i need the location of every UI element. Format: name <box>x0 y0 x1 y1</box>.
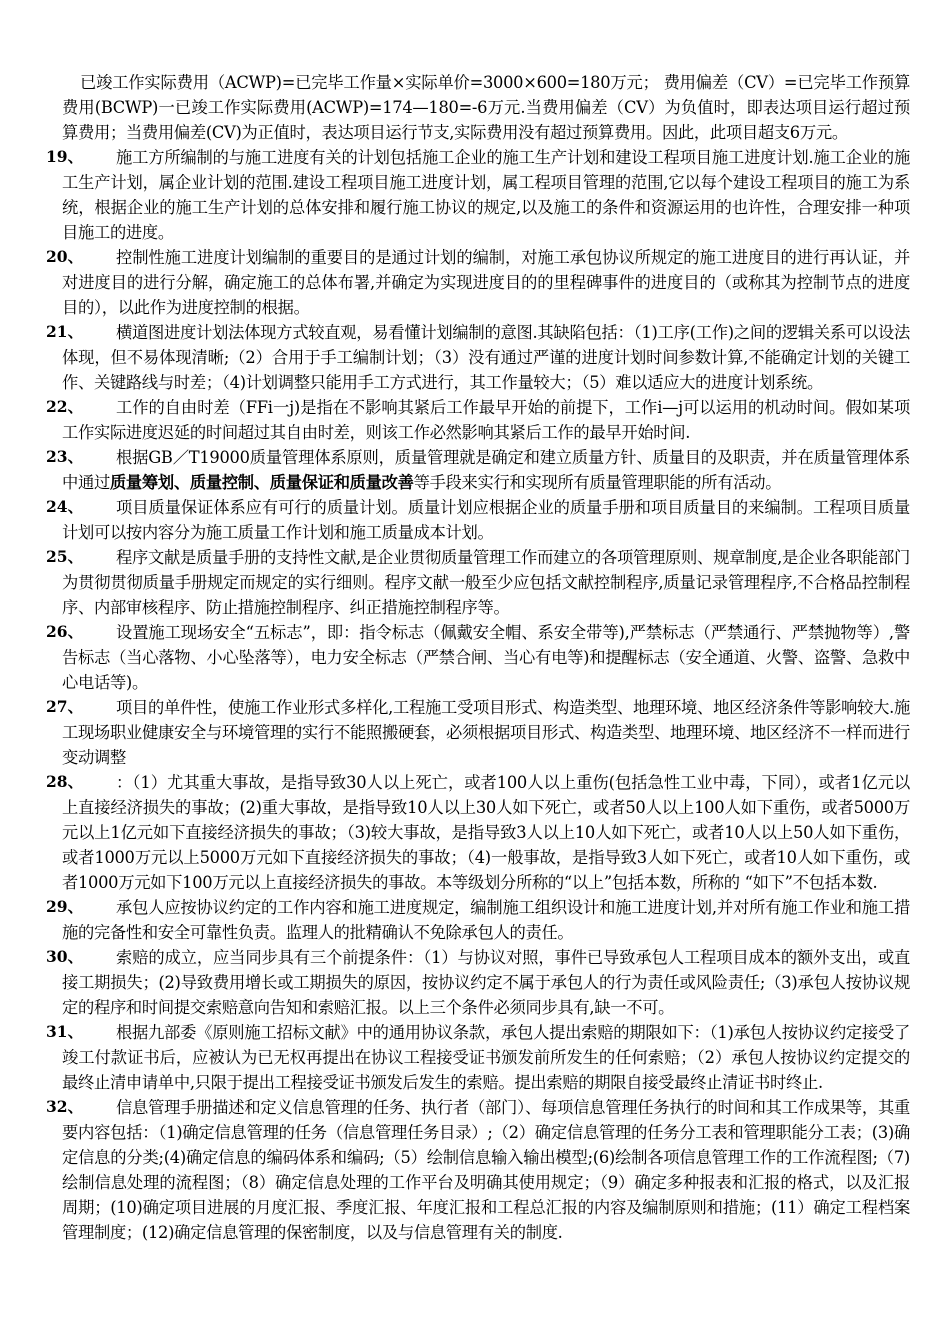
item-text: 项目的单件性，使施工作业形式多样化,工程施工受项目形式、构造类型、地理环境、地区经济条件等影响较大.施工现场职业健康安全与环境管理的实行不能照搬硬套，必须根据项目形式、构造类型、地理环境、地区经济不一样而进行变动调整 <box>62 698 910 767</box>
item-text: 根据九部委《原则施工招标文献》中的通用协议条款，承包人提出索赔的期限如下：（1)承包人按协议约定接受了竣工付款证书后，应被认为已无权再提出在协议工程接受证书颁发前所发生的任何索赔；（2）承包人按协议约定提交的最终止清申请单中,只限于提出工程接受证书颁发后发生的索赔。提出索赔的期限自接受最终止清证书时终止. <box>62 1023 910 1092</box>
item-text-before: 根据GB／T19000质量管理体系原则，质量管理就是确定和建立质量方针、质量目的及职责，并在质量管理体系中通过 <box>62 448 910 492</box>
item-text: 横道图进度计划法体现方式较直观，易看懂计划编制的意图.其缺陷包括：（1)工序(工作)之间的逻辑关系可以设法体现，但不易体现清晰;（2）合用于手工编制计划；（3）没有通过严谨的进度计划时间参数计算,不能确定计划的关键工作、关键路线与时差；（4)计划调整只能用手工方式进行，其工作量较大；（5）难以适应大的进度计划系统。 <box>62 323 910 392</box>
item-number: 22、 <box>46 397 84 416</box>
item-number: 28、 <box>46 772 84 791</box>
list-item-23 <box>46 445 910 495</box>
list-item-22 <box>46 395 910 445</box>
item-number: 21、 <box>46 322 84 341</box>
list-item-26 <box>46 620 910 695</box>
item-text: 施工方所编制的与施工进度有关的计划包括施工企业的施工生产计划和建设工程项目施工进度计划.施工企业的施工生产计划，属企业计划的范围.建设工程项目施工进度计划，属工程项目管理的范围,它以每个建设工程项目的施工为系统，根据企业的施工生产计划的总体安排和履行施工协议的规定,以及施工的条件和资源运用的也许性，合理安排一种项目施工的进度。 <box>62 148 910 242</box>
item-text: 控制性施工进度计划编制的重要目的是通过计划的编制，对施工承包协议所规定的施工进度目的进行再认证，并对进度目的进行分解，确定施工的总体布署,并确定为实现进度目的的里程碑事件的进度目的（或称其为控制节点的进度目的），以此作为进度控制的根据。 <box>62 248 910 317</box>
item-text: 索赔的成立，应当同步具有三个前提条件：（1）与协议对照，事件已导致承包人工程项目成本的额外支出，或直接工期损失；(2)导致费用增长或工期损失的原因，按协议约定不属于承包人的行为责任或风险责任;（3)承包人按协议规定的程序和时间提交索赔意向告知和索赔汇报。以上三个条件必须同步具有,缺一不可。 <box>62 948 910 1017</box>
item-number: 19、 <box>46 147 84 166</box>
list-item-29 <box>46 895 910 945</box>
item-number: 31、 <box>46 1022 84 1041</box>
list-item-24 <box>46 495 910 545</box>
document-page <box>46 70 910 1245</box>
item-text <box>62 445 910 495</box>
list-item-21 <box>46 320 910 395</box>
item-number: 27、 <box>46 697 84 716</box>
item-text: 工作的自由时差（FFi一j)是指在不影响其紧后工作最早开始的前提下，工作i—j可以运用的机动时间。假如某项工作实际进度迟延的时间超过其自由时差，则该工作必然影响其紧后工作的最早开始时间. <box>62 398 910 442</box>
item-text-after: 等手段来实行和实现所有质量管理职能的所有活动。 <box>413 473 782 492</box>
item-number: 20、 <box>46 247 84 266</box>
item-number: 25、 <box>46 547 84 566</box>
item-text: 项目质量保证体系应有可行的质量计划。质量计划应根据企业的质量手册和项目质量目的来编制。工程项目质量计划可以按内容分为施工质量工作计划和施工质量成本计划。 <box>62 498 910 542</box>
intro-paragraph: 已竣工作实际费用（ACWP)=已完毕工作量×实际单价=3000×600=180万元； 费用偏差（CV）=已完毕工作预算费用(BCWP)一已竣工作实际费用(ACWP)=174—180=-6万元.当费用偏差（CV）为负值时，即表达项目运行超过预算费用；当费用偏差(CV)为正值时，表达项目运行节支,实际费用没有超过预算费用。因此，此项目超支6万元。 <box>62 73 910 142</box>
list-item-19 <box>46 145 910 245</box>
list-item-30 <box>46 945 910 1020</box>
item-text: ：（1）尤其重大事故，是指导致30人以上死亡，或者100人以上重伤(包括急性工业中毒，下同），或者1亿元以上直接经济损失的事故；(2)重大事故，是指导致10人以上30人如下死亡，或者50人以上100人如下重伤，或者5000万元以上1亿元如下直接经济损失的事故；（3)较大事故，是指导致3人以上10人如下死亡，或者10人以上50人如下重伤，或者1000万元以上5000万元如下直接经济损失的事故；（4)一般事故，是指导致3人如下死亡，或者10人如下重伤，或者1000万元如下100万元以上直接经济损失的事故。本等级划分所称的“以上”包括本数，所称的 “如下”不包括本数. <box>62 773 910 892</box>
item-number: 32、 <box>46 1097 84 1116</box>
item-text: 程序文献是质量手册的支持性文献,是企业贯彻质量管理工作而建立的各项管理原则、规章制度,是企业各职能部门为贯彻贯彻质量手册规定而规定的实行细则。程序文献一般至少应包括文献控制程序,质量记录管理程序,不合格品控制程序、内部审核程序、防止措施控制程序、纠正措施控制程序等。 <box>62 548 910 617</box>
list-item-25 <box>46 545 910 620</box>
list-item-27 <box>46 695 910 770</box>
list-item-28 <box>46 770 910 895</box>
list-item-20 <box>46 245 910 320</box>
item-text: 承包人应按协议约定的工作内容和施工进度规定，编制施工组织设计和施工进度计划,并对所有施工作业和施工措施的完备性和安全可靠性负责。监理人的批精确认不免除承包人的责任。 <box>62 898 910 942</box>
item-text: 信息管理手册描述和定义信息管理的任务、执行者（部门）、每项信息管理任务执行的时间和其工作成果等，其重要内容包括：（1)确定信息管理的任务（信息管理任务目录）;（2）确定信息管理的任务分工表和管理职能分工表；(3)确定信息的分类;(4)确定信息的编码体系和编码;（5）绘制信息输入输出模型;(6)绘制各项信息管理工作的工作流程图;（7)绘制信息处理的流程图；（8）确定信息处理的工作平台及明确其使用规定；（9）确定多种报表和汇报的格式，以及汇报周期；(10)确定项目进展的月度汇报、季度汇报、年度汇报和工程总汇报的内容及编制原则和措施；(11）确定工程档案管理制度；(12)确定信息管理的保密制度，以及与信息管理有关的制度. <box>62 1098 910 1242</box>
item-number: 24、 <box>46 497 84 516</box>
list-item-31 <box>46 1020 910 1095</box>
list-item-32 <box>46 1095 910 1245</box>
item-number: 29、 <box>46 897 84 916</box>
item-text-bold: 质量筹划、质量控制、质量保证和质量改善 <box>109 473 414 492</box>
item-text: 设置施工现场安全“五标志”，即：指令标志（佩戴安全帽、系安全带等),严禁标志（严禁通行、严禁抛物等）,警告标志（当心落物、小心坠落等），电力安全标志（严禁合闸、当心有电等)和提醒标志（安全通道、火警、盗警、急救中心电话等)。 <box>62 623 910 692</box>
item-number: 23、 <box>46 447 84 466</box>
item-number: 26、 <box>46 622 84 641</box>
item-number: 30、 <box>46 947 84 966</box>
